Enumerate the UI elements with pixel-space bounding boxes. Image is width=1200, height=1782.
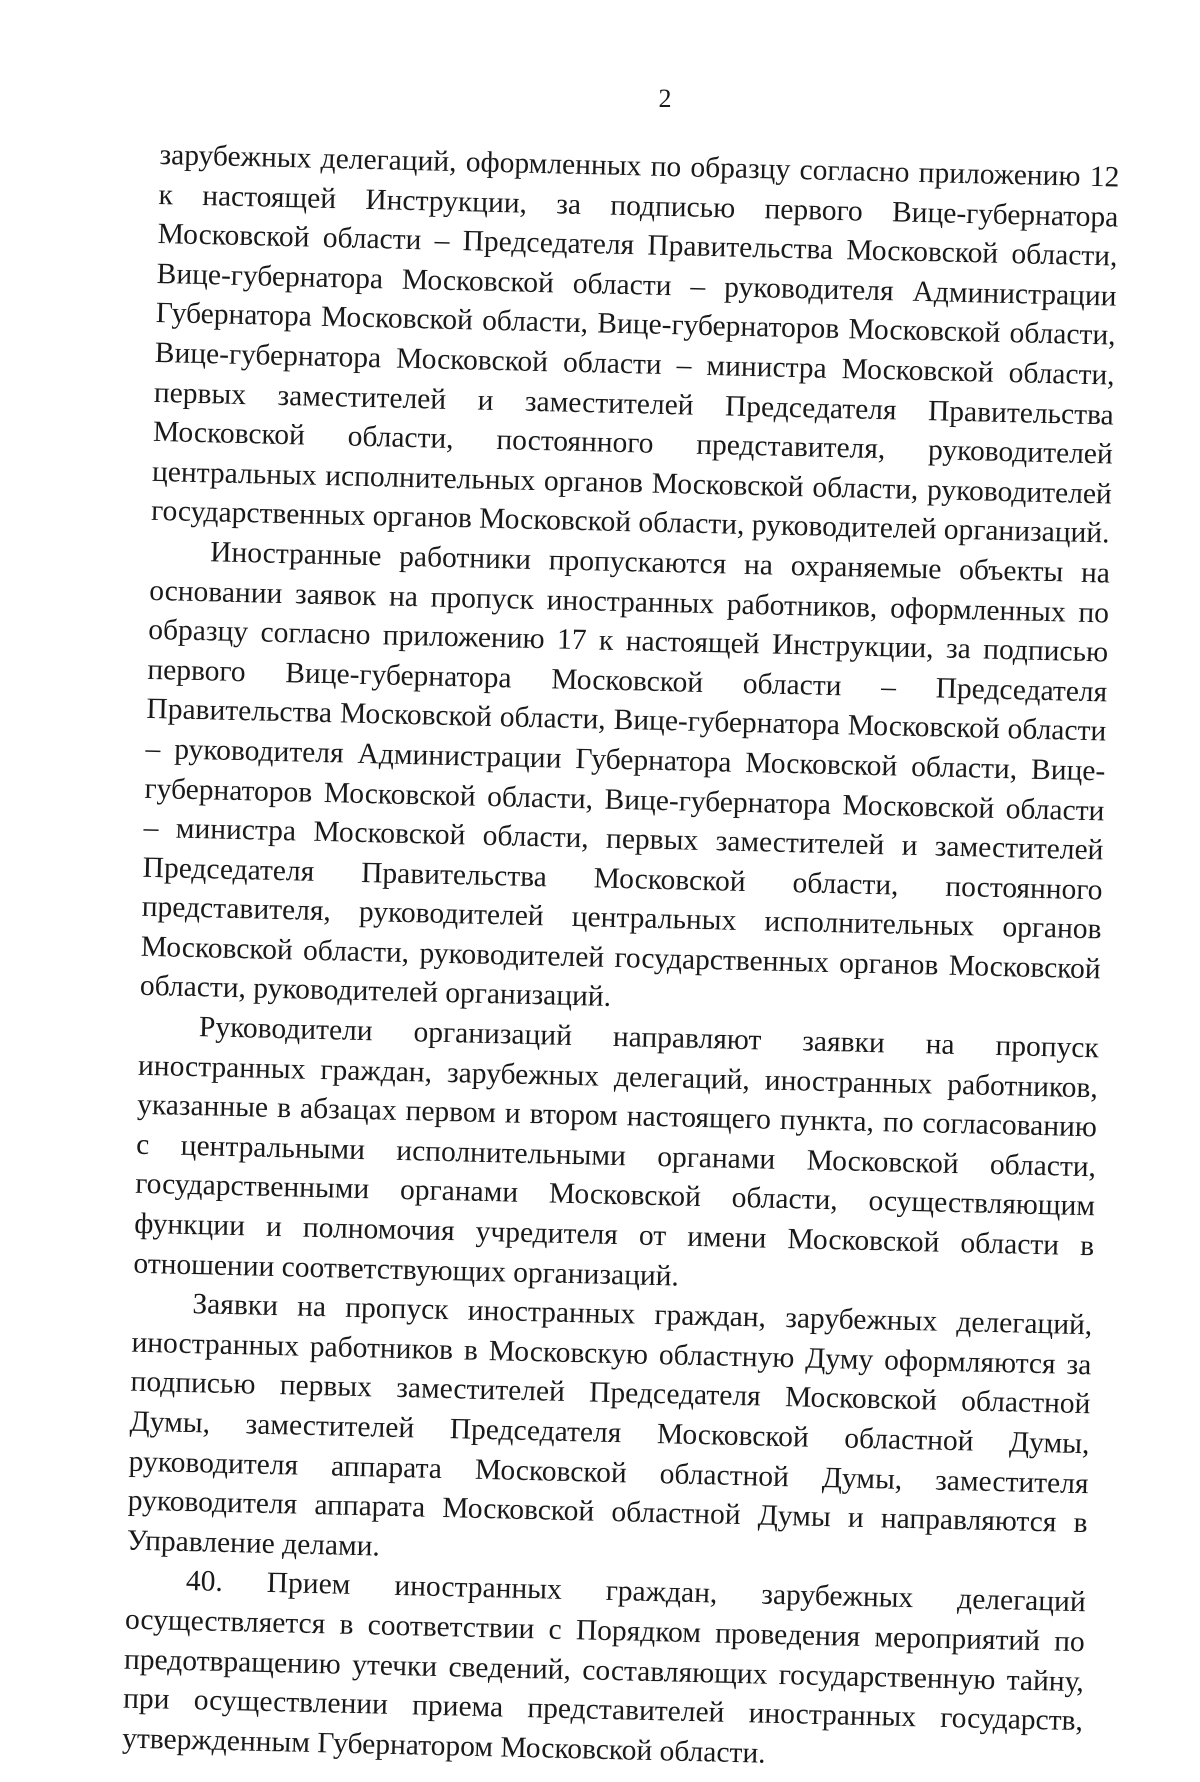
paragraph-foreign-workers: Иностранные работники пропускаются на охраняемые объекты на основании заявок на пропуск иностранных работников, оформленных по образцу согласно приложению 17 к настоящей Инструкции, за подписью первого Вице-губернатора Московской области – Председателя Правительства Московской области, Вице-губернатора Московской области – руководителя Администрации Губернатора Московской области, Вице-губернаторов Московской области, Вице-губернатора Московской области – министра Московской области, первых заместителей и заместителей Председателя Правительства Московской области, постоянного представителя, руководителей центральных исполнительных органов Московской области, руководителей государственных органов Московской области, руководителей организаций. xyxy=(139,536,1111,1014)
paragraph-continuation: зарубежных делегаций, оформленных по образцу согласно приложению 12 к настоящей Инструкции, за подписью первого Вице-губернатора Московской области – Председателя Правительства Московской области, Вице-губернатора Московской области – руководителя Администрации Губернатора Московской области, Вице-губернаторов Московской области, Вице-губернатора Московской области – министра Московской области, первых заместителей и заместителей Председателя Правительства Московской области, постоянного представителя, руководителей центральных исполнительных органов Московской области, руководителей государственных органов Московской области, руководителей организаций. xyxy=(150,138,1120,550)
paragraph-item-40: 40. Прием иностранных граждан, зарубежных делегаций осуществляется в соответствии с Порядком проведения мероприятий по предотвращению утечки сведений, составляющих государственную тайну, при осуществлении приема представителей иностранных государств, утвержденным Губернатором Московской области. xyxy=(121,1565,1087,1770)
paragraph-organization-heads: Руководители организаций направляют заявки на пропуск иностранных граждан, зарубежных делегаций, иностранных работников, указанные в абзацах первом и втором настоящего пункта, по согласованию с центральными исполнительными органами Московской области, государственными органами Московской области, осуществляющим функции и полномочия учредителя от имени Московской области в отношении соответствующих организаций. xyxy=(133,1011,1100,1293)
page-number: 2 xyxy=(658,84,672,113)
document-body xyxy=(122,136,1120,1782)
paragraph-duma-requests: Заявки на пропуск иностранных граждан, зарубежных делегаций, иностранных работников в Московскую областную Думу оформляются за подписью первых заместителей Председателя Московской областной Думы, заместителей Председателя Московской областной Думы, руководителя аппарата Московской областной Думы, заместителя руководителя аппарата Московской областной Думы и направляются в Управление делами. xyxy=(126,1288,1093,1563)
